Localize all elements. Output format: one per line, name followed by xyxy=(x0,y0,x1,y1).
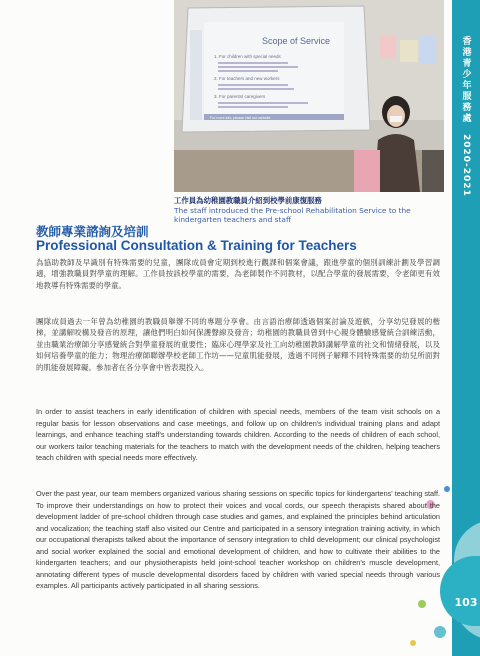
caption-en: The staff introduced the Pre-school Rehabilitation Service to the kindergarten teachers and staff xyxy=(174,205,411,224)
slide-line-1: 1. For children with special needs xyxy=(214,54,281,59)
slide-line-2: 2. For teachers and new workers xyxy=(214,76,280,81)
deco-dot-blue xyxy=(444,486,450,492)
paragraph-3-en: In order to assist teachers in early identification of children with special needs, members of the team visit schools on a regular basis for lesson observations and case meetings, and follow up on children's individual training plans and adapt learnings, and enhance teaching staff's understanding towards children. According to the needs of children of each school, our workers tailor teaching materials for the teachers to match with the development needs of the children, helping teachers teach children with special needs more effectively. xyxy=(36,407,440,462)
page-number: 103 xyxy=(454,596,478,609)
deco-dot-cyan xyxy=(434,626,446,638)
deco-dot-green xyxy=(418,600,426,608)
deco-circle-teal xyxy=(440,556,480,626)
deco-dot-yellow xyxy=(410,640,416,646)
org-name: 香港青少年服務處 xyxy=(460,36,471,124)
section-title-en: Professional Consultation & Training for Teachers xyxy=(36,238,357,253)
paragraph-2-zh: 團隊成員過去一年曾為幼稚園的教職員舉辦不同的專題分享會。由言語治療師透過個案討論及遊戲，分享幼兒發展的楷梯，並講解咬構及發音的原理，讓他們明白如何保護聲線及發音；幼稚園的教職員曾到中心親身體驗感覺統合訓練活動，並由職業治療師分享感覺統合對學童發展的重要性；臨床心理學家及社工向幼稚園教師講解學童的社交和情緒發展，以及如何培養學童的能力；物理治療師聯辦學校老師工作坊——兒童肌能發展，透過不同例子解釋不同特殊需要的幼兒所面對的肌能發展障礙。參加者在各分享會中皆表現投入。 xyxy=(36,317,440,372)
section-title-zh: 教師專業諮詢及培訓 xyxy=(36,224,149,239)
report-year: 2020-2021 xyxy=(461,134,471,197)
caption-zh: 工作員為幼稚園教職員介紹到校學前康復服務 xyxy=(174,196,322,205)
paragraph-4-en: Over the past year, our team members organized various sharing sessions on specific topics for kindergartens' teaching staff. To improve their understandings on how to protect their voices and vocal cords, our speech therapists shared about the development ladder of pre-school children through case studies and games, and explained the principles behind articulation and vocalization; the teaching staff also visited our Centre and participated in a sensory integration training activity, in which our occupational therapists talked about the importance of sensory integration to child development; our clinical psychologist and social worker explained the social and emotional development of children, and how to cultivate their abilities to the kindergarten teachers; and our physiotherapists held joint-school teacher workshop on children's muscle development, annotating different types of muscle developmental disorders faced by children with varied special needs through various examples. All participants actively participated in all sharing sessions. xyxy=(36,489,441,590)
slide-title: Scope of Service xyxy=(262,36,331,46)
photo-caption xyxy=(174,196,450,225)
paragraph-1-zh: 為協助教師及早識別有特殊需要的兒童，團隊成員會定期到校進行觀課和個案會議，跟進學童的個別訓練計劃及學習調適，增強教職員對學童的理解。工作員按該校學童的需要，為老師製作不同教材，以配合學童的發展需要，令老師更有效地教導有特殊需要的學童。 xyxy=(36,258,440,290)
side-title xyxy=(452,36,480,197)
slide-line-3: 3. For parents/ caregivers xyxy=(214,94,266,99)
photo-presentation xyxy=(174,0,444,192)
slide-bottom-text: For more info, please visit our website xyxy=(210,116,271,120)
